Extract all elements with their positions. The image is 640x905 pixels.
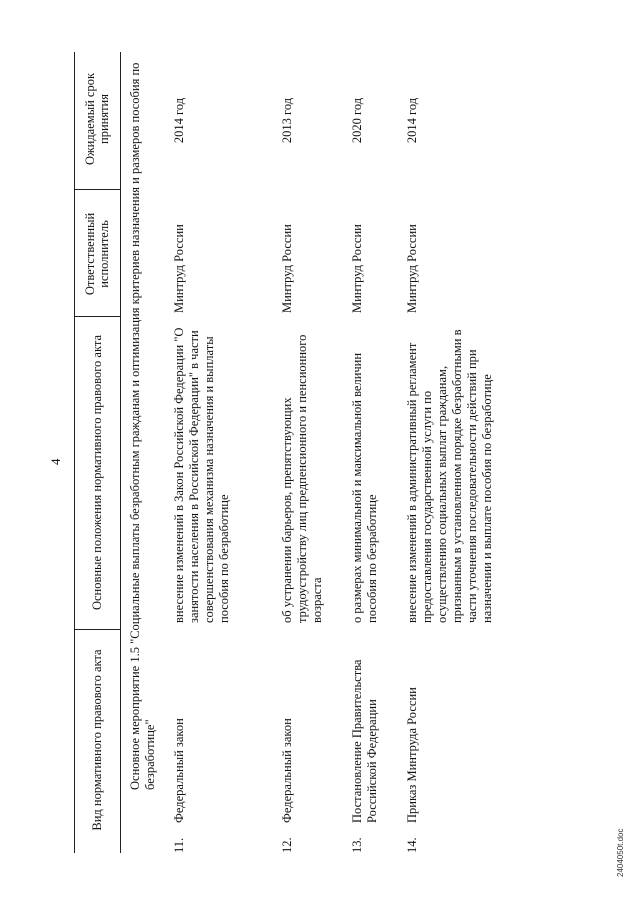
header-type: Вид нормативного правового акта — [89, 649, 104, 831]
header-provisions: Основные положения нормативного правового акта — [89, 334, 104, 611]
header-deadline: Ожидаемый срок принятия — [82, 72, 111, 166]
row-executor: Минтруд России — [405, 224, 419, 313]
row-provisions: внесение изменений в административный регламент предоставления государственной услуги по осуществлению социальных выплат гражданам, признанным в установленном порядке безработными в части уточнения последовательности действий при назначении и выплате пособия по безработице — [405, 329, 494, 623]
header-separator — [74, 189, 120, 190]
row-number: 12. — [280, 837, 294, 853]
header-executor: Ответственный исполнитель — [82, 212, 111, 296]
row-executor: Минтруд России — [172, 224, 186, 313]
row-act-type: Постановление Правительства Российской Федерации — [350, 659, 379, 823]
header-bottom-rule — [120, 52, 121, 853]
row-number: 14. — [405, 837, 419, 853]
row-deadline: 2020 год — [350, 97, 364, 144]
header-separator — [74, 629, 120, 630]
page-number: 4 — [48, 458, 63, 465]
section-title: Основное мероприятие 1.5 "Социальные выплаты безработным гражданам и оптимизация критериев назначения и размеров пособия по безработице" — [128, 62, 157, 790]
row-deadline: 2014 год — [405, 97, 419, 144]
row-provisions: об устранении барьеров, препятствующих трудоустройству лиц предпенсионного и пенсионного возраста — [280, 334, 324, 623]
row-act-type: Приказ Минтруда России — [405, 687, 419, 823]
row-deadline: 2014 год — [172, 97, 186, 144]
row-provisions: о размерах минимальной и максимальной величин пособия по безработице — [350, 352, 379, 623]
row-number: 13. — [350, 837, 364, 853]
row-act-type: Федеральный закон — [172, 718, 186, 823]
row-deadline: 2013 год — [280, 97, 294, 144]
row-executor: Минтруд России — [280, 224, 294, 313]
row-executor: Минтруд России — [350, 224, 364, 313]
footer-file-code: 2404050t.doc — [616, 828, 625, 877]
header-top-rule — [74, 52, 75, 853]
header-separator — [74, 316, 120, 317]
row-provisions: внесение изменений в Закон Российской Федерации "О занятости населения в Российской Федерации" в части совершенствования механизма назначения и выплаты пособия по безработице — [172, 327, 231, 623]
row-number: 11. — [172, 837, 186, 853]
row-act-type: Федеральный закон — [280, 718, 294, 823]
